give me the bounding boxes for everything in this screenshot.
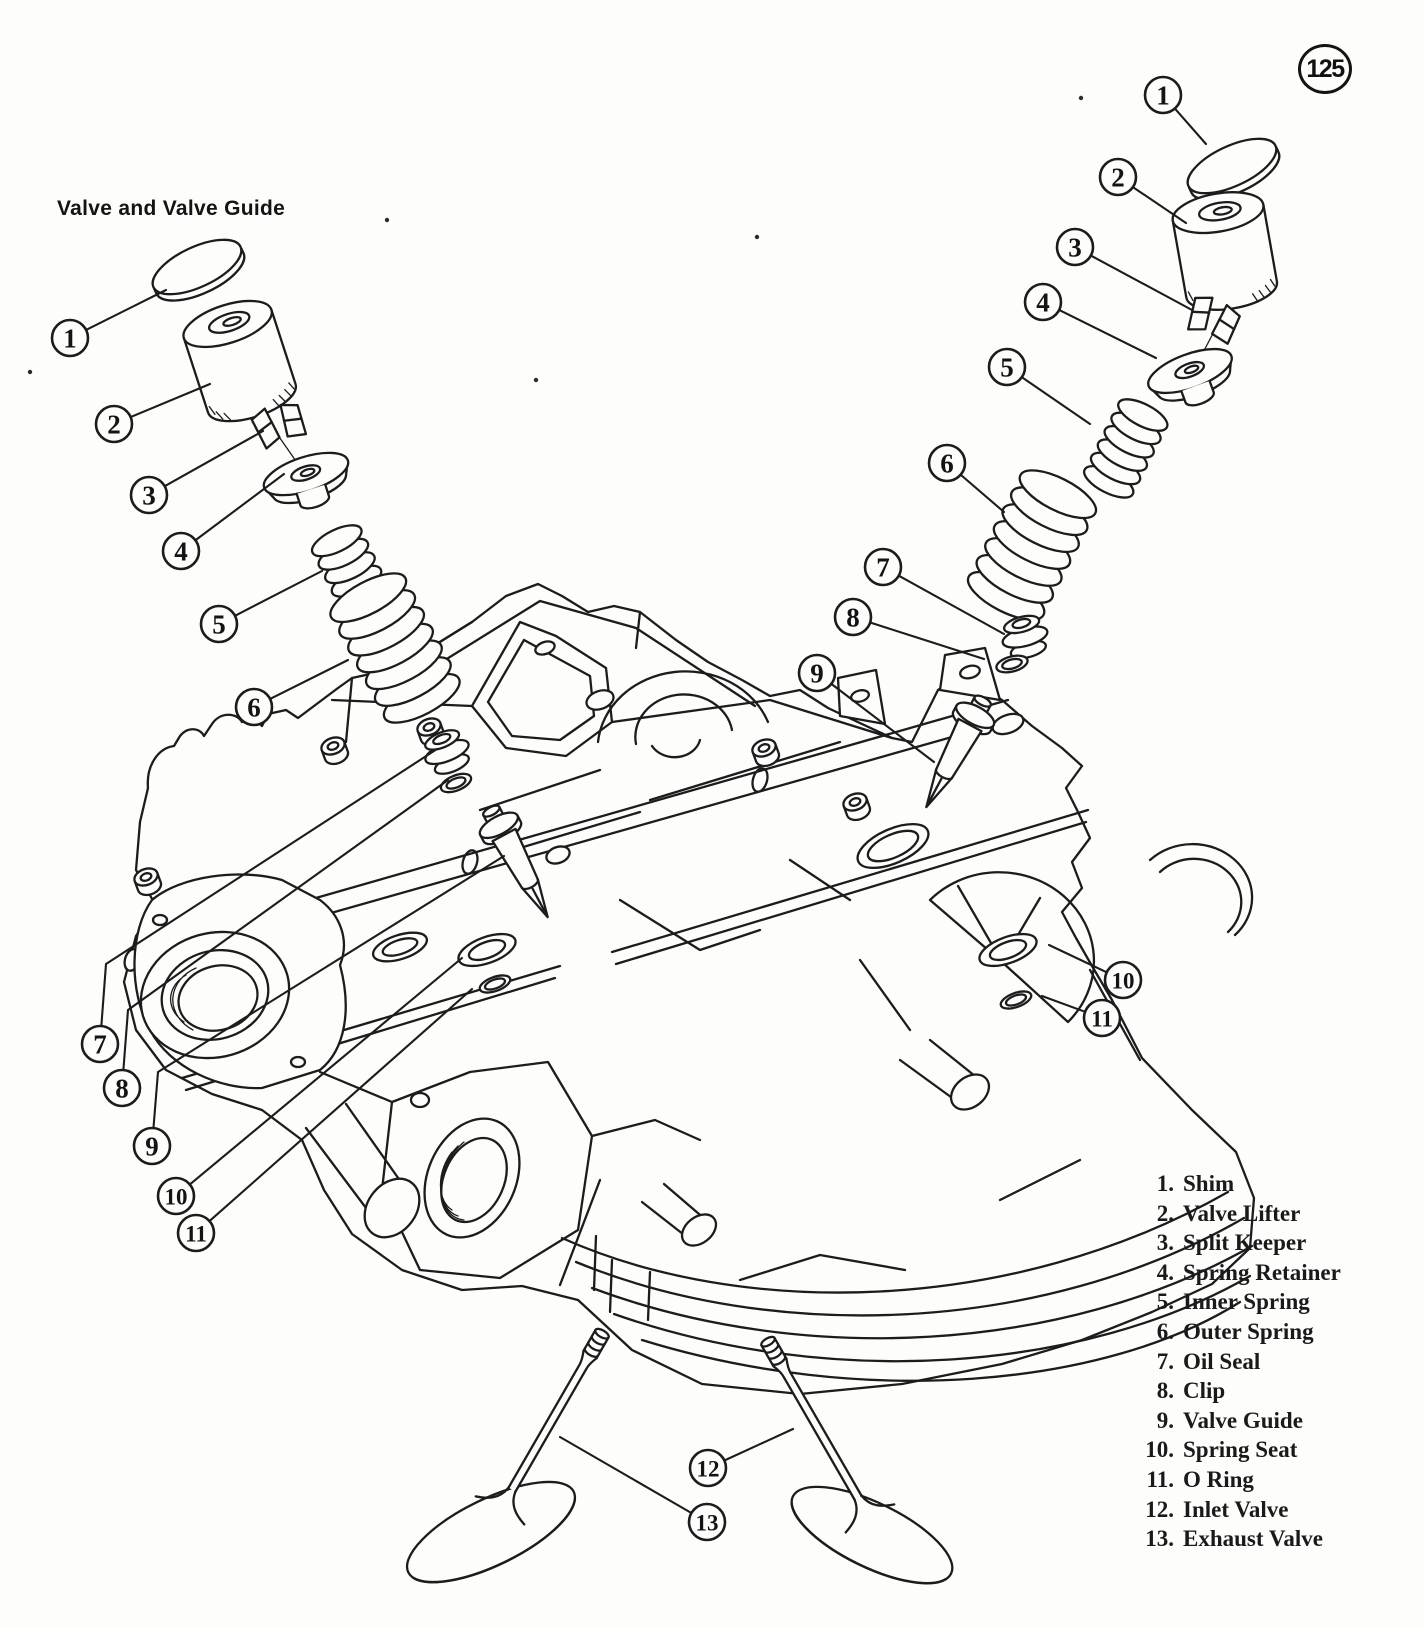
svg-text:5: 5 [212,609,226,640]
callout-left-stack-2 [96,384,210,442]
scan-speck [385,218,389,222]
spring-retainer-right [1143,340,1243,418]
callout-right-stack-8 [835,599,984,659]
svg-text:6: 6 [940,448,954,479]
svg-text:6: 6 [247,692,261,723]
inner-spring-right [1080,393,1172,504]
svg-text:1: 1 [63,323,77,354]
legend-item: 11. O Ring [1146,1466,1254,1492]
figure-title: Valve and Valve Guide [57,197,286,220]
svg-text:12: 12 [696,1456,720,1482]
oil-seal-right [997,611,1052,663]
callout-right-stack-4 [1025,284,1156,358]
callout-left-stack-4 [163,474,284,569]
legend-item: 3. Split Keeper [1156,1230,1307,1256]
page-number-badge [1298,44,1352,94]
svg-text:11: 11 [185,1221,207,1247]
svg-text:4: 4 [1036,287,1050,318]
callout-right-stack-1 [1145,77,1206,144]
svg-text:10: 10 [1111,968,1135,994]
parts-legend [1126,1169,1341,1554]
callout-left-stack-5 [201,571,322,642]
svg-text:2: 2 [1111,162,1125,193]
right-parts-stack [908,128,1287,817]
legend-item: 10. Spring Seat [1145,1437,1298,1463]
svg-text:10: 10 [164,1184,188,1210]
legend-item: 2. Valve Lifter [1156,1200,1301,1226]
legend-item: 9. Valve Guide [1156,1407,1303,1433]
callout-right-stack-3 [1057,229,1192,310]
legend-item: 6. Outer Spring [1156,1318,1314,1344]
clip-right [995,653,1030,676]
svg-text:9: 9 [810,658,824,689]
svg-text:1: 1 [1156,80,1170,111]
legend-item: 12. Inlet Valve [1145,1496,1289,1522]
svg-text:5: 5 [1000,352,1014,383]
callout-right-stack-6 [929,445,1004,512]
exhaust-valve [394,1317,628,1602]
legend-item: 1. Shim [1156,1171,1235,1196]
callout-right-stack-2 [1100,159,1186,223]
scan-speck [755,235,759,239]
svg-text:9: 9 [145,1131,159,1162]
scan-speck [534,378,538,382]
svg-text:8: 8 [846,602,860,633]
svg-text:2: 2 [107,409,121,440]
legend-item: 13. Exhaust Valve [1145,1526,1323,1552]
callout-left-stack-3 [131,431,263,513]
legend-item: 5. Inner Spring [1156,1289,1310,1315]
page-number: 125 [1306,54,1344,83]
scan-speck [28,370,32,374]
svg-text:4: 4 [174,536,188,567]
shim-left [145,229,252,312]
callout-right-stack-5 [989,349,1090,424]
outer-spring-right [961,461,1102,629]
scan-speck [1079,96,1083,100]
svg-text:7: 7 [93,1029,107,1060]
callout-valves-12 [690,1429,793,1486]
svg-text:7: 7 [876,552,890,583]
callout-left-stack-1 [52,290,166,356]
svg-text:8: 8 [115,1073,129,1104]
legend-item: 4. Spring Retainer [1156,1259,1341,1285]
legend-item: 8. Clip [1156,1378,1226,1404]
svg-text:13: 13 [695,1510,719,1536]
svg-text:11: 11 [1091,1006,1113,1032]
svg-text:3: 3 [142,480,156,511]
valve-lifter-right [1169,186,1280,316]
svg-text:3: 3 [1068,232,1082,263]
legend-item: 7. Oil Seal [1156,1348,1261,1374]
